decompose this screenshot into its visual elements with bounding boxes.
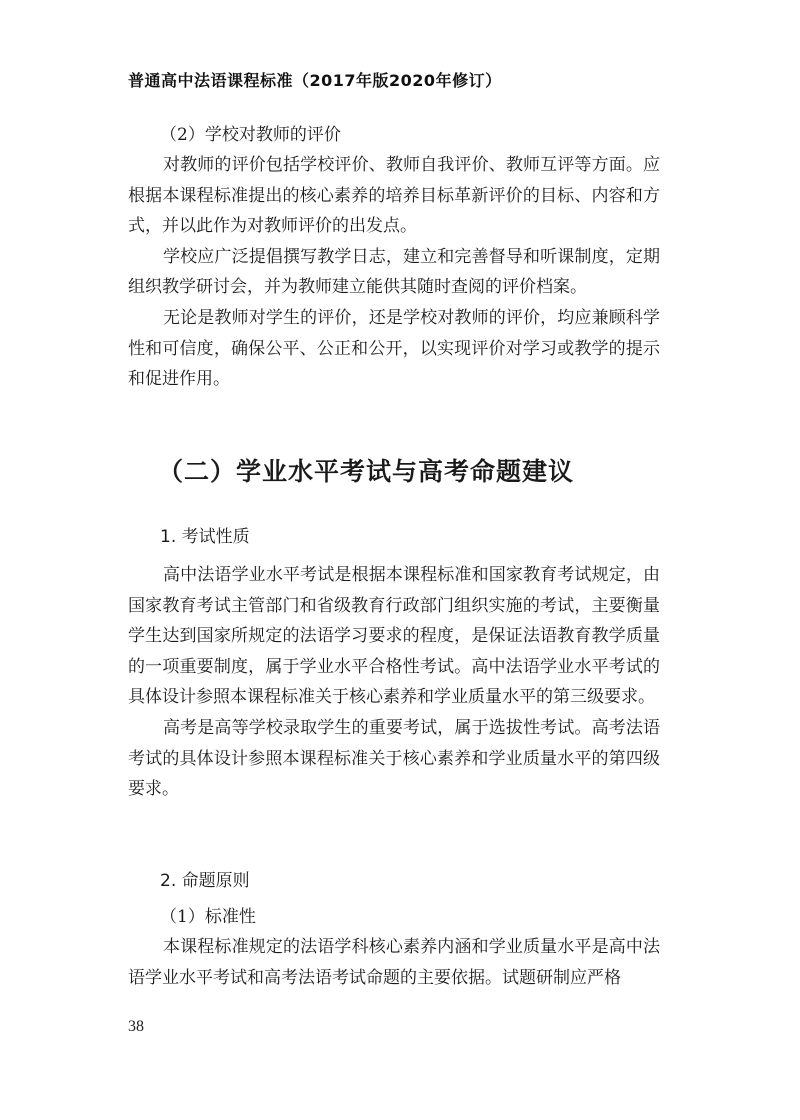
- paragraph: 学校应广泛提倡撰写教学日志，建立和完善督导和听课制度，定期组织教学研讨会，并为教师建立能供其随时查阅的评价档案。: [128, 246, 660, 298]
- exam-nature-body: [128, 560, 660, 805]
- paragraph: 无论是教师对学生的评价，还是学校对教师的评价，均应兼顾科学性和可信度，确保公平、公正和公开，以实现评价对学习或教学的提示和促进作用。: [128, 307, 660, 390]
- subheading-standardization: （1）标准性: [160, 907, 256, 927]
- heading-exam-nature: 1. 考试性质: [160, 527, 250, 547]
- subheading-teacher-evaluation: （2）学校对教师的评价: [160, 125, 341, 145]
- page-number: 38: [128, 1018, 144, 1035]
- teacher-evaluation-body: [128, 150, 660, 395]
- paragraph: 高中法语学业水平考试是根据本课程标准和国家教育考试规定，由国家教育考试主管部门和省级教育行政部门组织实施的考试，主要衡量学生达到国家所规定的法语学习要求的程度，是保证法语教育教学质量的一项重要制度，属于学业水平合格性考试。高中法语学业水平考试的具体设计参照本课程标准关于核心素养和学业质量水平的第三级要求。: [128, 565, 660, 708]
- section-title: （二）学业水平考试与高考命题建议: [158, 457, 575, 486]
- heading-principles: 2. 命题原则: [160, 871, 250, 891]
- paragraph: 对教师的评价包括学校评价、教师自我评价、教师互评等方面。应根据本课程标准提出的核心素养的培养目标革新评价的目标、内容和方式，并以此作为对教师评价的出发点。: [128, 155, 660, 237]
- standardization-body: [128, 932, 660, 993]
- running-header: 普通高中法语课程标准（2017年版2020年修订）: [128, 71, 502, 90]
- paragraph: 本课程标准规定的法语学科核心素养内涵和学业质量水平是高中法语学业水平考试和高考法语考试命题的主要依据。试题研制应严格: [128, 937, 660, 988]
- paragraph: 高考是高等学校录取学生的重要考试，属于选拔性考试。高考法语考试的具体设计参照本课程标准关于核心素养和学业质量水平的第四级要求。: [128, 717, 660, 800]
